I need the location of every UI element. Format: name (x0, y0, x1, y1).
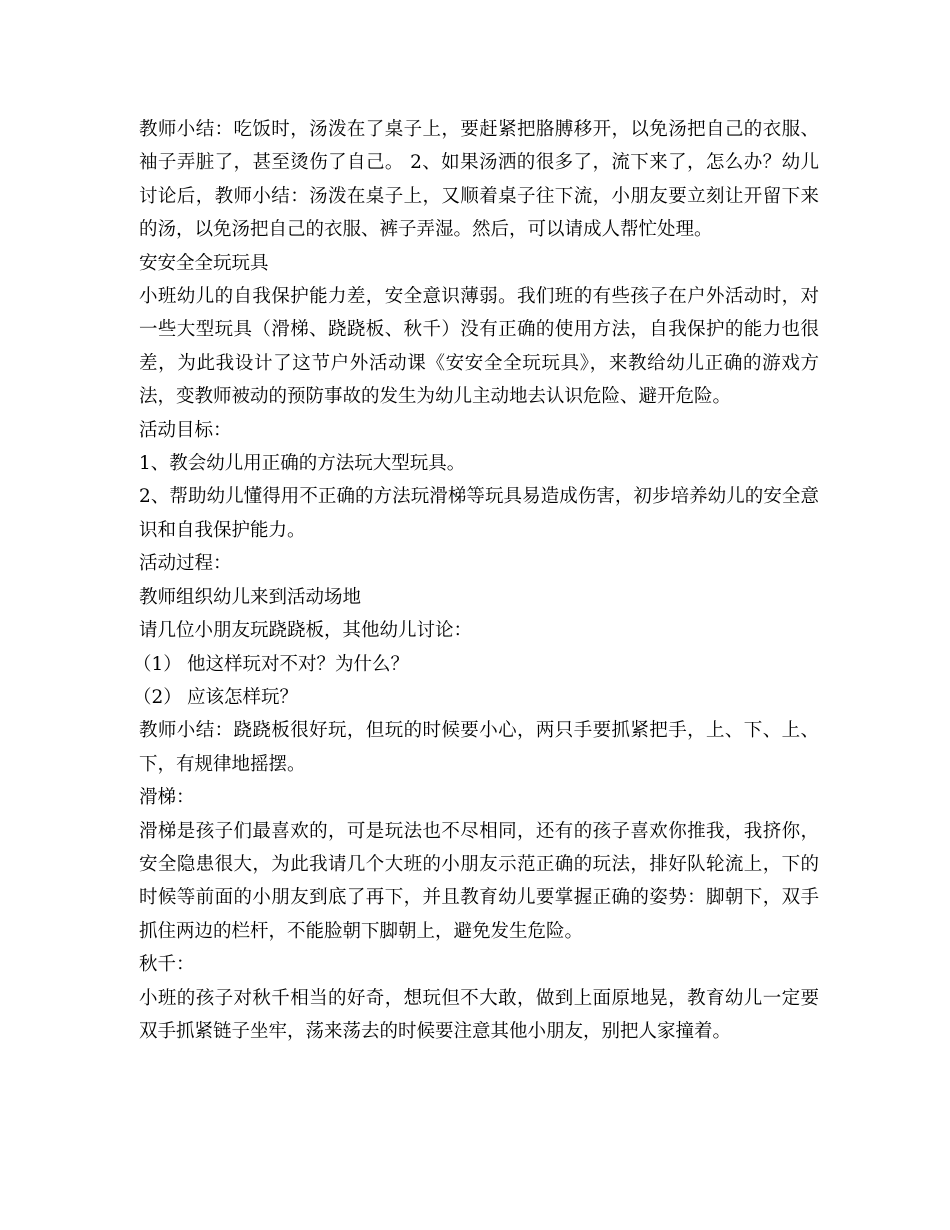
question-text-2: 应该怎样玩？ (187, 686, 299, 708)
slide-paragraph: 滑梯是孩子们最喜欢的，可是玩法也不尽相同，还有的孩子喜欢你推我，我挤你，安全隐患很大，为此我请几个大班的小朋友示范正确的玩法，排好队轮流上，下的时候等前面的小朋友到底了再下，并且教育幼儿要掌握正确的姿势：脚朝下，双手抓住两边的栏杆，不能脸朝下脚朝上，避免发生危险。 (139, 820, 819, 942)
intro-paragraph: 小班幼儿的自我保护能力差，安全意识薄弱。我们班的有些孩子在户外活动时，对一些大型玩具（滑梯、跷跷板、秋千）没有正确的使用方法，自我保护的能力也很差，为此我设计了这节户外活动课《安安全全玩玩具》，来教给幼儿正确的游戏方法，变教师被动的预防事故的发生为幼儿主动地去认识危险、避开危险。 (139, 286, 819, 408)
seesaw-summary-paragraph: 教师小结：跷跷板很好玩，但玩的时候要小心，两只手要抓紧把手，上、下、上、下，有规律地摇摆。 (139, 720, 819, 775)
question-item-2 (133, 681, 819, 714)
process-heading: 活动过程： (139, 553, 232, 575)
section-title: 安安全全玩玩具 (139, 252, 269, 274)
document-body (133, 113, 819, 1048)
swing-paragraph: 小班的孩子对秋千相当的好奇，想玩但不大敢，做到上面原地晃，教育幼儿一定要双手抓紧链子坐牢，荡来荡去的时候要注意其他小朋友，别把人家撞着。 (139, 987, 819, 1042)
goals-heading: 活动目标： (139, 419, 232, 441)
question-number-2: （2） (133, 686, 182, 708)
summary-paragraph-soup: 教师小结：吃饭时，汤泼在了桌子上，要赶紧把胳膊移开，以免汤把自己的衣服、袖子弄脏了，甚至烫伤了自己。 2、如果汤洒的很多了，流下来了，怎么办？幼儿讨论后，教师小结：汤泼在桌子上，又顺着桌子往下流，小朋友要立刻让开留下来的汤，以免汤把自己的衣服、裤子弄湿。然后，可以请成人帮忙处理。 (139, 119, 819, 241)
process-step-1: 教师组织幼儿来到活动场地 (139, 586, 362, 608)
process-step-2: 请几位小朋友玩跷跷板，其他幼儿讨论： (139, 620, 473, 642)
goal-item-1: 1、教会幼儿用正确的方法玩大型玩具。 (139, 453, 466, 475)
question-number-1: （1） (133, 653, 182, 675)
slide-heading: 滑梯： (139, 787, 195, 809)
swing-heading: 秋千： (139, 954, 195, 976)
question-item-1 (133, 648, 819, 681)
goal-item-2: 2、帮助幼儿懂得用不正确的方法玩滑梯等玩具易造成伤害，初步培养幼儿的安全意识和自我保护能力。 (139, 486, 819, 541)
question-text-1: 他这样玩对不对？为什么？ (187, 653, 410, 675)
